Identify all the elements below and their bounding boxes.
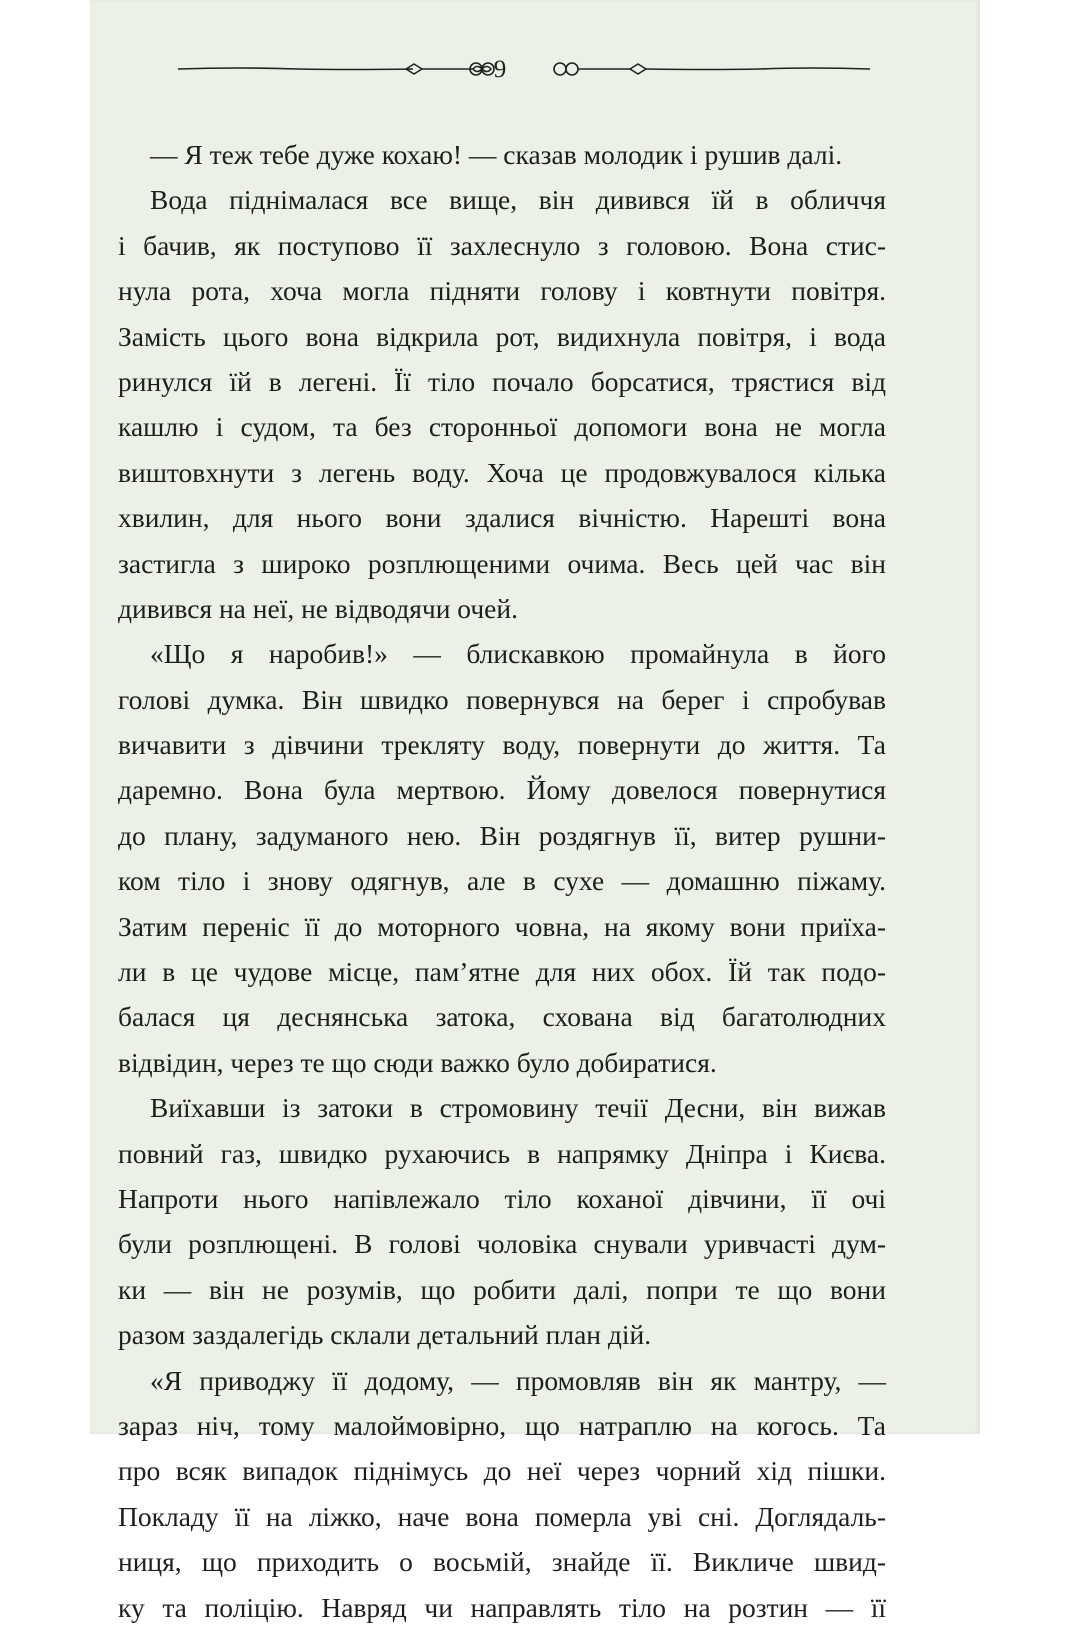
text-line: «Я приводжу її додому, — промовляв він як мантру, — xyxy=(150,1364,886,1396)
right-ornament-icon xyxy=(550,58,870,80)
text-line: відвідин, через те що сюди важко було добиратися. xyxy=(118,1046,717,1078)
page-number: 9 xyxy=(493,56,507,83)
text-line: балася ця деснянська затока, схована від багатолюдних xyxy=(118,1001,886,1033)
text-line: Вода піднімалася все вище, він дивився їй в обличчя xyxy=(150,184,886,216)
text-line: — Я теж тебе дуже кохаю! — сказав молодик і рушив далі. xyxy=(150,139,843,170)
text-line: Виїхавши із затоки в стромовину течії Десни, він вижав xyxy=(150,1092,886,1124)
text-line: зараз ніч, тому малоймовірно, що натраплю на когось. Та xyxy=(118,1409,886,1441)
text-line: Покладу її на ліжко, наче вона померла уві сні. Доглядаль- xyxy=(118,1500,886,1532)
page-header xyxy=(90,50,980,90)
text-line: хвилин, для нього вони здалися вічністю. Нарешті вона xyxy=(118,502,886,534)
text-line: Напроти нього напівлежало тіло коханої дівчини, її очі xyxy=(118,1182,886,1214)
text-line: були розплющені. В голові чоловіка снували уривчасті дум- xyxy=(118,1228,886,1260)
text-line: ку та поліцію. Навряд чи направлять тіло на розтин — її xyxy=(118,1591,886,1623)
text-line: повний газ, швидко рухаючись в напрямку Дніпра і Києва. xyxy=(118,1137,886,1169)
text-line: до плану, задуманого нею. Він роздягнув її, витер рушни- xyxy=(118,819,886,851)
text-line: Затим переніс її до моторного човна, на якому вони приїха- xyxy=(118,910,886,942)
text-line: дивився на неї, не відводячи очей. xyxy=(118,592,518,624)
text-line: даремно. Вона була мертвою. Йому довелося повернутися xyxy=(118,774,886,806)
text-line: ком тіло і знову одягнув, але в сухе — домашню піжаму. xyxy=(118,865,886,897)
page-body-text xyxy=(118,132,886,1630)
text-line: Замість цього вона відкрила рот, видихнула повітря, і вода xyxy=(118,320,886,352)
text-line: «Що я наробив!» — блискавкою промайнула в його xyxy=(150,638,886,670)
text-line: ниця, що приходить о восьмій, знайде її. Викличе швид- xyxy=(118,1546,886,1578)
left-ornament-icon xyxy=(178,58,498,80)
book-page xyxy=(90,0,980,1623)
text-line: разом заздалегідь склали детальний план дій. xyxy=(118,1319,652,1351)
text-line: голові думка. Він швидко повернувся на берег і спробував xyxy=(118,683,886,715)
text-line: вичавити з дівчини трекляту воду, повернути до життя. Та xyxy=(118,729,886,761)
text-line: ринулся їй в легені. Її тіло почало борсатися, трястися від xyxy=(118,365,886,397)
text-line: ли в це чудове місце, пам’ятне для них обох. Їй так подо- xyxy=(118,956,886,988)
text-line: застигла з широко розплющеними очима. Весь цей час він xyxy=(118,547,886,579)
text-line: і бачив, як поступово її захлеснуло з головою. Вона стис- xyxy=(118,229,886,261)
text-line: кашлю і судом, та без сторонньої допомоги вона не могла xyxy=(118,411,886,443)
text-line: ки — він не розумів, що робити далі, попри те що вони xyxy=(118,1273,886,1305)
text-line: про всяк випадок піднімусь до неї через чорний хід пішки. xyxy=(118,1455,886,1487)
text-line: нула рота, хоча могла підняти голову і ковтнути повітря. xyxy=(118,275,886,307)
text-line: виштовхнути з легень воду. Хоча це продовжувалося кілька xyxy=(118,456,886,488)
